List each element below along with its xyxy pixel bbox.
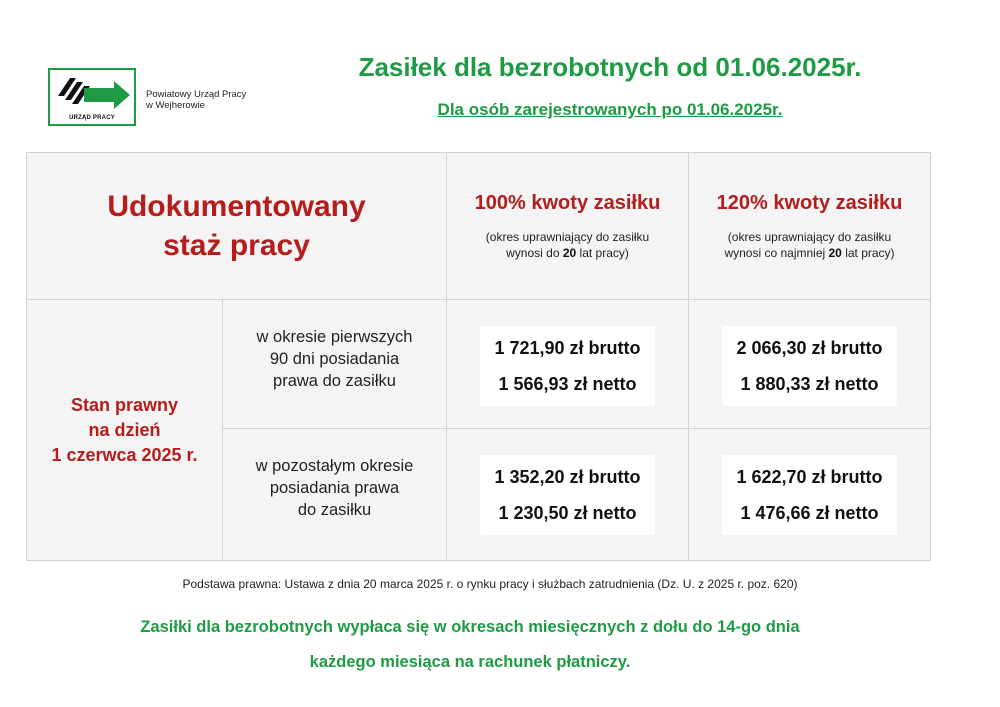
- logo: [48, 68, 136, 126]
- col100-note: [486, 229, 649, 261]
- period-line1: w pozostałym okresie: [255, 457, 414, 475]
- col100-note-line1: (okres uprawniający do zasiłku: [485, 229, 650, 244]
- logo-caption: URZĄD PRACY: [69, 115, 115, 121]
- stan-line2: na dzień: [88, 419, 161, 440]
- amounts-box: [480, 455, 654, 535]
- amount-netto: 1 230,50 zł netto: [498, 503, 637, 523]
- col120-note-line1: (okres uprawniający do zasiłku: [727, 229, 892, 244]
- amount-netto: 1 566,93 zł netto: [498, 374, 637, 394]
- amount-cell-120-remaining: [688, 428, 931, 561]
- stan-line1: Stan prawny: [70, 394, 179, 415]
- col120-title: 120% kwoty zasiłku: [716, 191, 903, 214]
- amount-brutto: 1 352,20 zł brutto: [494, 467, 641, 487]
- amount-cell-120-first: [688, 299, 931, 429]
- col100-note-post: lat pracy): [576, 245, 629, 260]
- period-cell-first: [222, 299, 447, 429]
- header-cell-120: [688, 152, 931, 300]
- stan-prawny-cell: [26, 299, 223, 561]
- amount-brutto: 2 066,30 zł brutto: [736, 338, 883, 358]
- col120-note-pre: wynosi co najmniej: [724, 245, 829, 260]
- footer-note: [0, 610, 940, 680]
- footer-line1: Zasiłki dla bezrobotnych wypłaca się w okresach miesięcznych z dołu do 14-go dnia: [140, 618, 800, 636]
- period-line3: prawa do zasiłku: [273, 372, 396, 390]
- col120-note-line2: [724, 245, 894, 261]
- amount-netto: 1 476,66 zł netto: [740, 503, 879, 523]
- amounts-box: [722, 455, 896, 535]
- main-header-line2: staż pracy: [163, 229, 310, 262]
- logo-arrow-icon: [54, 74, 132, 114]
- page-subtitle: Dla osób zarejestrowanych po 01.06.2025r.: [437, 100, 783, 119]
- legal-basis: Podstawa prawna: Ustawa z dnia 20 marca 2025 r. o rynku pracy i służbach zatrudnienia (Dz. U. z 2025 r. poz. 620): [182, 577, 798, 591]
- col100-note-num: 20: [562, 245, 577, 260]
- stan-line3: 1 czerwca 2025 r.: [51, 444, 198, 465]
- page-title: Zasiłek dla bezrobotnych od 01.06.2025r.: [358, 52, 862, 82]
- benefit-table: [26, 152, 931, 561]
- footer-line2: każdego miesiąca na rachunek płatniczy.: [309, 653, 631, 671]
- col120-note-post: lat pracy): [841, 245, 895, 260]
- col100-note-pre: wynosi do: [506, 245, 563, 260]
- period-cell-remaining: [222, 428, 447, 561]
- amounts-box: [722, 326, 896, 406]
- amount-netto: 1 880,33 zł netto: [740, 374, 879, 394]
- period-line2: posiadania prawa: [269, 479, 400, 497]
- col100-note-line2: [486, 245, 649, 261]
- period-line1: w okresie pierwszych: [256, 328, 413, 346]
- header-cell-100: [446, 152, 689, 300]
- period-line2: 90 dni posiadania: [269, 350, 400, 368]
- amount-brutto: 1 721,90 zł brutto: [494, 338, 641, 358]
- org-name-line1: Powiatowy Urząd Pracy: [146, 89, 247, 100]
- col120-note: [724, 229, 894, 261]
- amount-brutto: 1 622,70 zł brutto: [736, 467, 883, 487]
- amount-cell-100-first: [446, 299, 689, 429]
- period-line3: do zasiłku: [297, 501, 372, 519]
- col120-note-num: 20: [828, 245, 842, 260]
- amount-cell-100-remaining: [446, 428, 689, 561]
- header-cell-main: [26, 152, 447, 300]
- amounts-box: [480, 326, 654, 406]
- main-header-line1: Udokumentowany: [107, 190, 366, 223]
- org-name-line2: w Wejherowie: [146, 100, 205, 111]
- col100-title: 100% kwoty zasiłku: [474, 191, 661, 214]
